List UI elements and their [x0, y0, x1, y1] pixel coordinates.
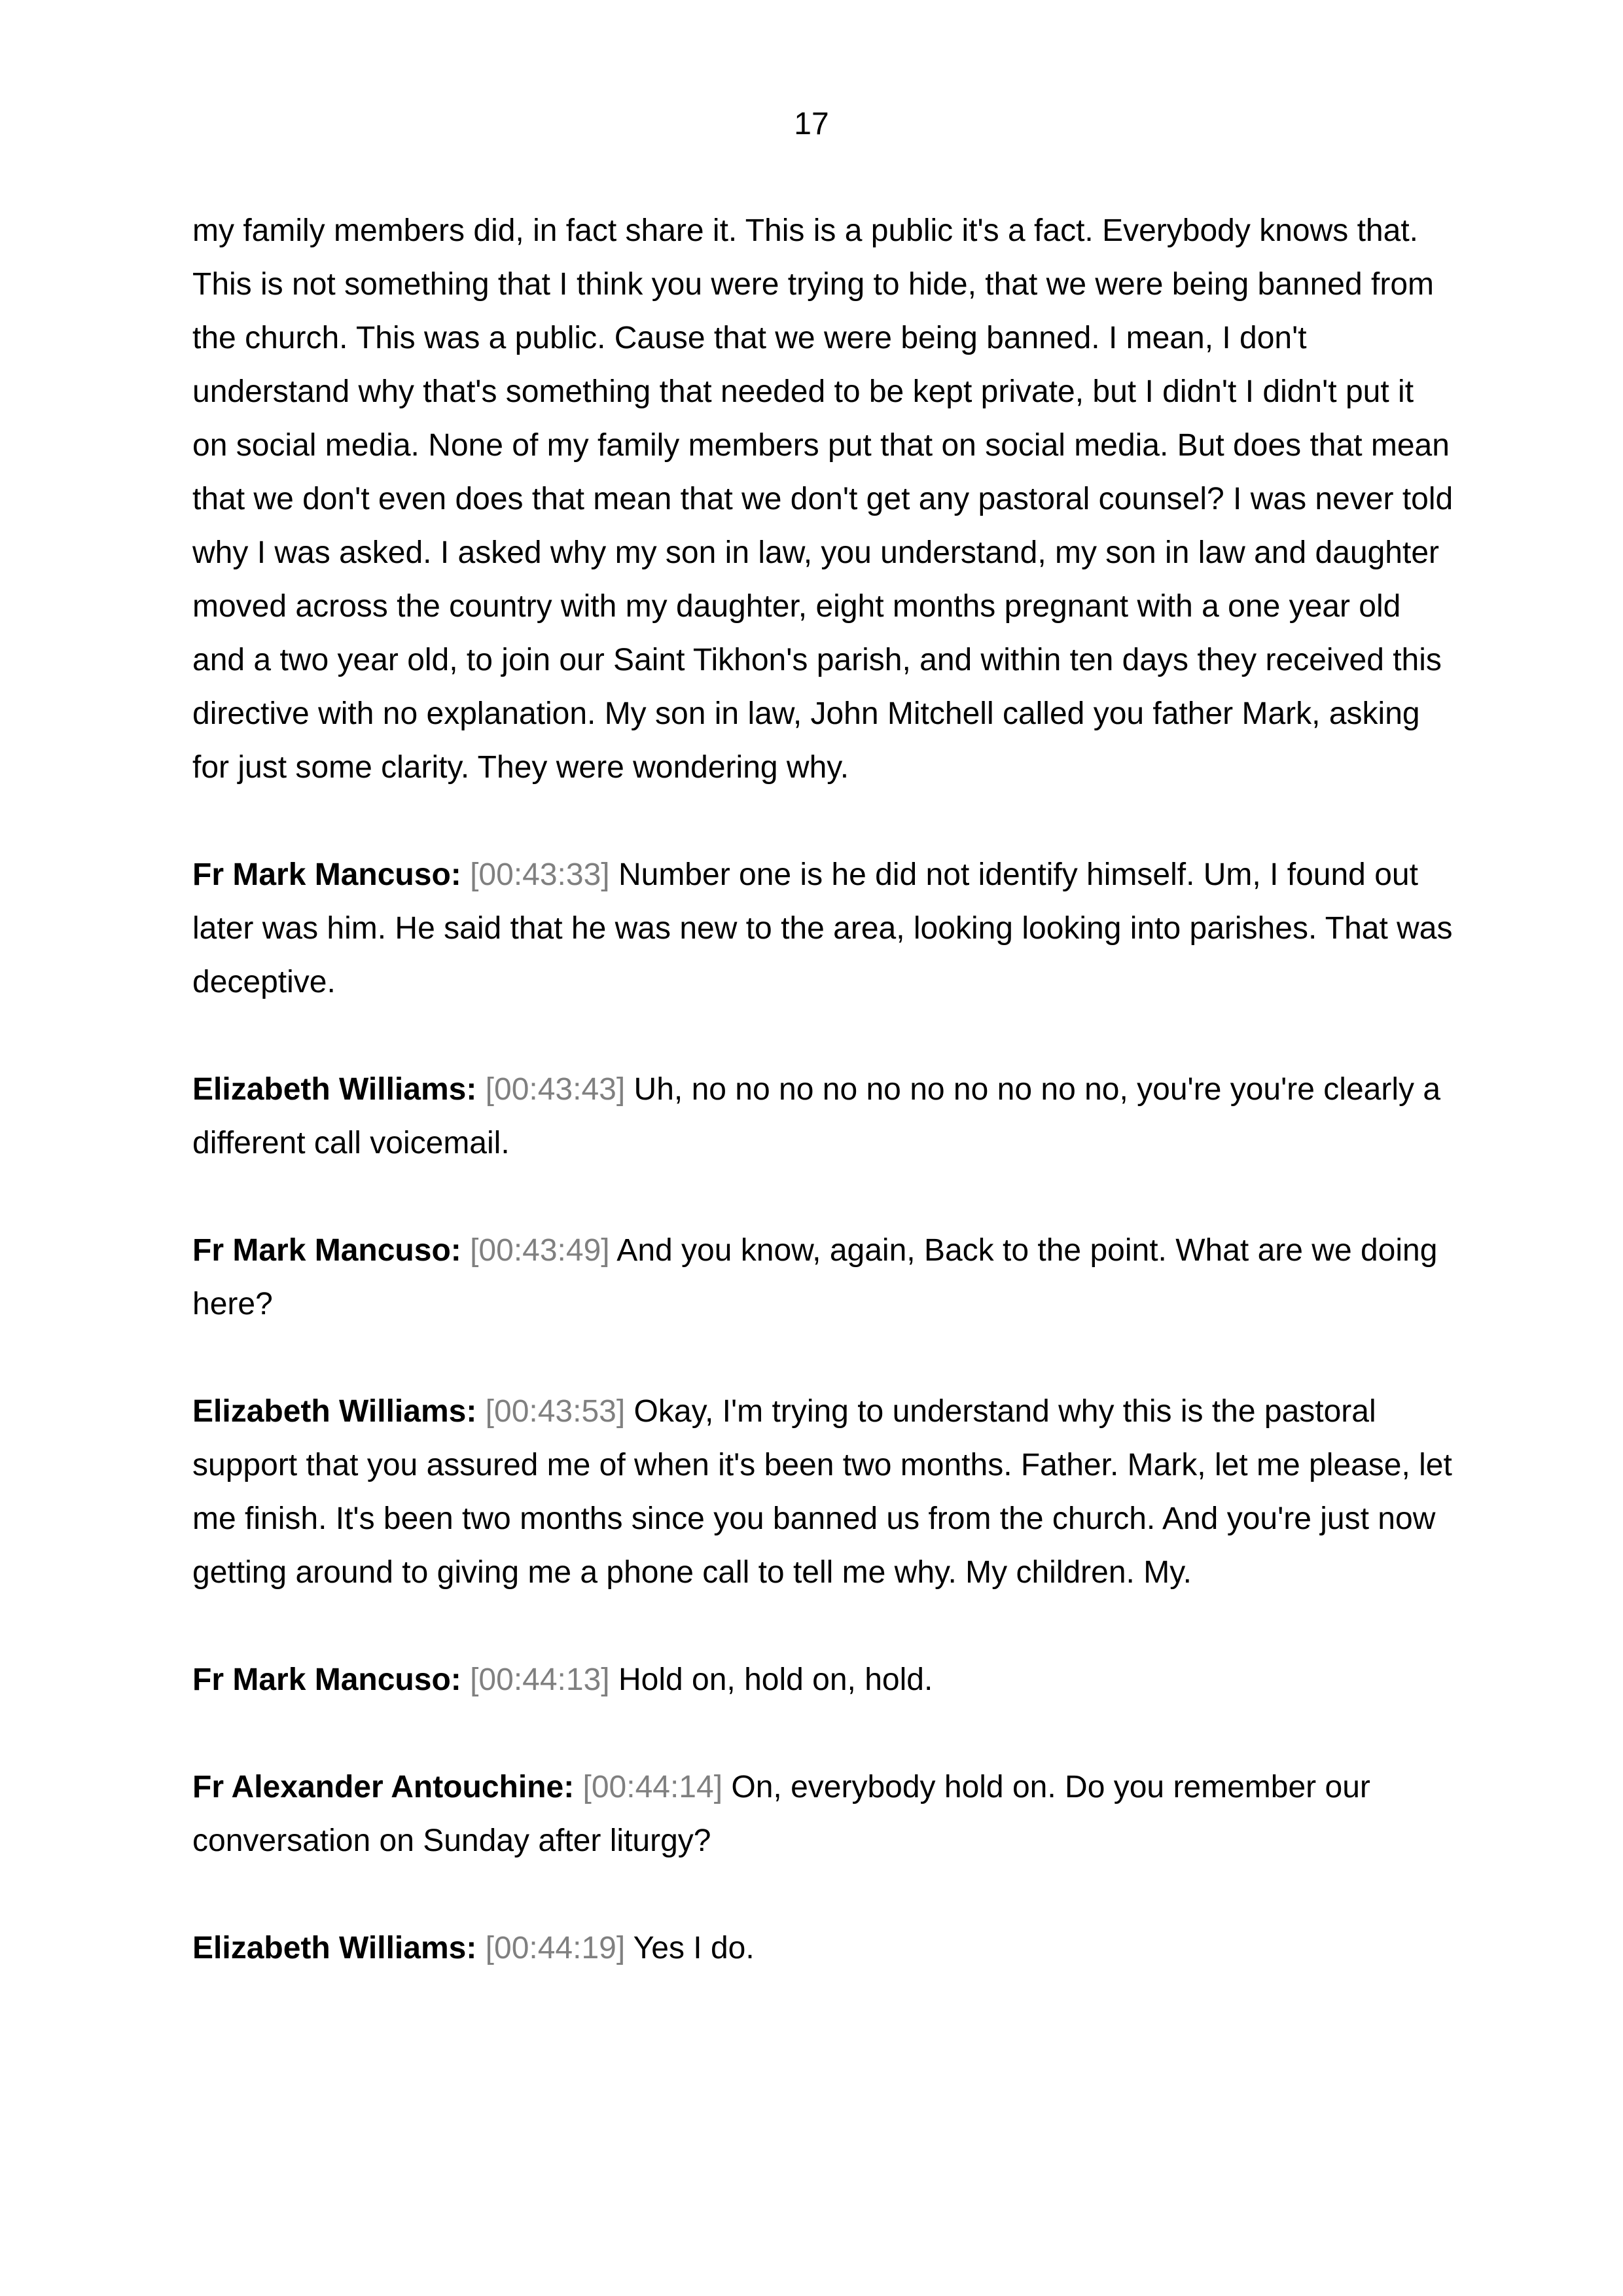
utterance-text: Okay, I'm trying to understand why this is the pastoral support that you assured me of when it's been two months. Father. Mark, let me please, let me finish. It's been two months since you banned us from the church. And you're just now getting around to giving me a phone call to tell me why. My children. My. [192, 1394, 1452, 1590]
timestamp: [00:43:49] [470, 1233, 610, 1268]
transcript-entry [192, 1385, 1455, 1600]
timestamp: [00:43:43] [485, 1072, 626, 1107]
speaker-name: Fr Mark Mancuso: [192, 1233, 461, 1268]
timestamp: [00:44:13] [470, 1662, 610, 1697]
transcript-entry [192, 1063, 1455, 1170]
utterance-text: Hold on, hold on, hold. [618, 1662, 933, 1697]
timestamp: [00:43:33] [470, 857, 610, 892]
transcript-body [192, 204, 1455, 2029]
page-number: 17 [794, 107, 829, 141]
speaker-name: Elizabeth Williams: [192, 1394, 477, 1429]
utterance-text: On, everybody hold on. Do you remember our conversation on Sunday after liturgy? [192, 1770, 1370, 1858]
utterance-text: Uh, no no no no no no no no no no, you're you're clearly a different call voicemail. [192, 1072, 1441, 1160]
utterance-text: And you know, again, Back to the point. What are we doing here? [192, 1233, 1438, 1321]
speaker-name: Fr Mark Mancuso: [192, 857, 461, 892]
transcript-entry [192, 1224, 1455, 1331]
timestamp: [00:44:14] [582, 1770, 723, 1804]
speaker-name: Elizabeth Williams: [192, 1931, 477, 1965]
speaker-name: Fr Alexander Antouchine: [192, 1770, 575, 1804]
transcript-entry [192, 1653, 1455, 1707]
transcript-entry [192, 1922, 1455, 1975]
transcript-entry [192, 1761, 1455, 1868]
speaker-name: Fr Mark Mancuso: [192, 1662, 461, 1697]
timestamp: [00:44:19] [485, 1931, 626, 1965]
intro-paragraph: my family members did, in fact share it. This is a public it's a fact. Everybody knows that. This is not something that I think you were trying to hide, that we were being banned from the church. This was a public. Cause that we were being banned. I mean, I don't understand why that's something that needed to be kept private, but I didn't I didn't put it on social media. None of my family members put that on social media. But does that mean that we don't even does that mean that we don't get any pastoral counsel? I was never told why I was asked. I asked why my son in law, you understand, my son in law and daughter moved across the country with my daughter, eight months pregnant with a one year old and a two year old, to join our Saint Tikhon's parish, and within ten days they received this directive with no explanation. My son in law, John Mitchell called you father Mark, asking for just some clarity. They were wondering why. [192, 213, 1454, 785]
utterance-text: Number one is he did not identify himself. Um, I found out later was him. He said that he was new to the area, looking looking into parishes. That was deceptive. [192, 857, 1453, 999]
timestamp: [00:43:53] [485, 1394, 626, 1429]
transcript-entry [192, 848, 1455, 1009]
utterance-text: Yes I do. [633, 1931, 755, 1965]
speaker-name: Elizabeth Williams: [192, 1072, 477, 1107]
